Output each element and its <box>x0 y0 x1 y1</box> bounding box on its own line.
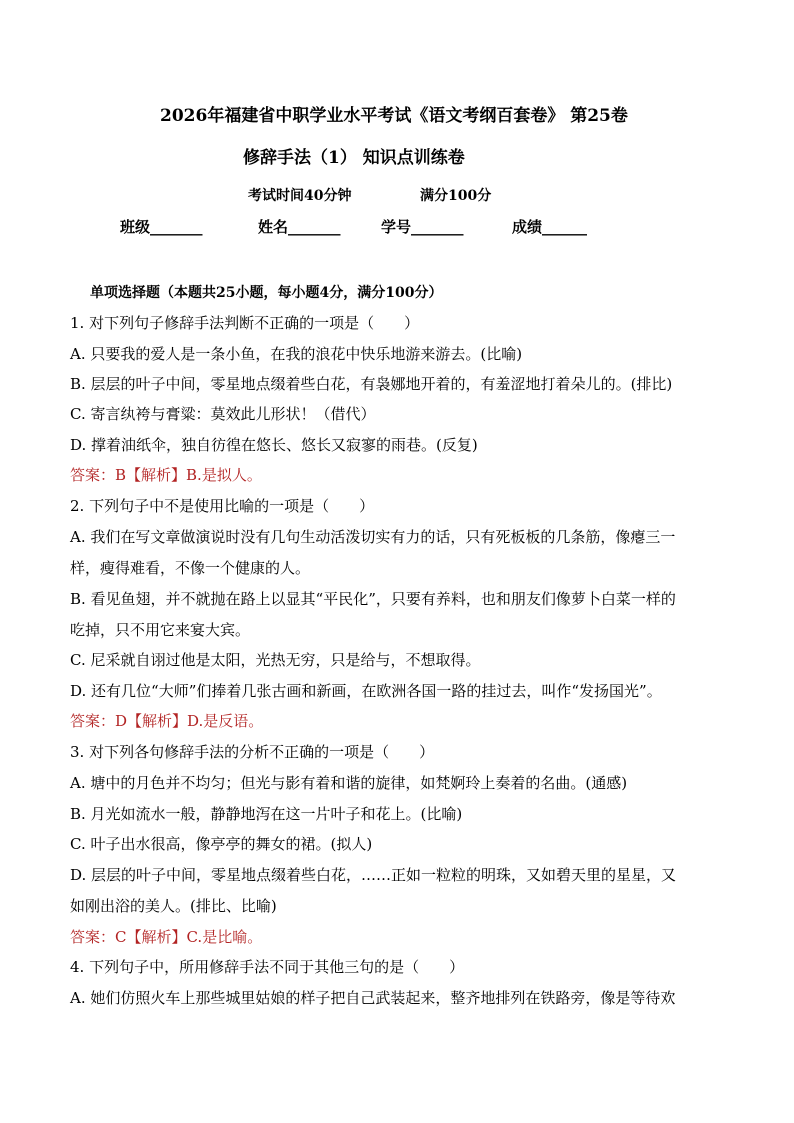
question-stem: 1. 对下列句子修辞手法判断不正确的一项是（ ） <box>70 314 420 332</box>
question-stem: 4. 下列句子中，所用修辞手法不同于其他三句的是（ ） <box>70 958 465 976</box>
option-line: B. 月光如流水一般，静静地泻在这一片叶子和花上。(比喻) <box>70 805 463 823</box>
student-id-field: 学号_______ <box>381 218 464 236</box>
option-line: D. 还有几位“大师”们捧着几张古画和新画，在欧洲各国一路的挂过去，叫作“发扬国光”。 <box>70 682 662 700</box>
answer-line: 答案：C【解析】C.是比喻。 <box>70 928 263 946</box>
page-title: 2026年福建省中职学业水平考试《语文考纲百套卷》 第25卷 <box>160 106 628 126</box>
option-line: B. 看见鱼翅，并不就抛在路上以显其“平民化”，只要有养料，也和朋友们像萝卜白菜一样的 <box>70 590 676 608</box>
name-field: 姓名_______ <box>258 218 341 236</box>
answer-line: 答案：D【解析】D.是反语。 <box>70 712 264 730</box>
option-line: A. 她们仿照火车上那些城里姑娘的样子把自己武装起来，整齐地排列在铁路旁，像是等待欢 <box>70 989 676 1007</box>
section-title: 单项选择题（本题共25小题，每小题4分，满分100分） <box>90 285 443 301</box>
option-line: C. 尼采就自诩过他是太阳，光热无穷，只是给与，不想取得。 <box>70 651 481 669</box>
option-line: C. 寄言纨袴与膏粱：莫效此儿形状！（借代） <box>70 405 376 423</box>
grade-field: 成绩______ <box>512 218 588 236</box>
option-line: C. 叶子出水很高，像亭亭的舞女的裙。(拟人) <box>70 835 373 853</box>
option-line: 吃掉，只不用它来宴大宾。 <box>70 621 251 639</box>
option-line: 如刚出浴的美人。(排比、比喻) <box>70 897 277 915</box>
option-line: 样，瘦得难看，不像一个健康的人。 <box>70 559 311 577</box>
option-line: D. 撑着油纸伞，独自彷徨在悠长、悠长又寂寥的雨巷。(反复) <box>70 436 478 454</box>
page-subtitle: 修辞手法（1） 知识点训练卷 <box>243 148 465 168</box>
answer-line: 答案：B【解析】B.是拟人。 <box>70 466 262 484</box>
option-line: A. 只要我的爱人是一条小鱼，在我的浪花中快乐地游来游去。(比喻) <box>70 345 523 363</box>
option-line: D. 层层的叶子中间，零星地点缀着些白花，……正如一粒粒的明珠，又如碧天里的星星，又 <box>70 866 677 884</box>
question-stem: 2. 下列句子中不是使用比喻的一项是（ ） <box>70 497 375 515</box>
option-line: B. 层层的叶子中间，零星地点缀着些白花，有袅娜地开着的，有羞涩地打着朵儿的。(排比) <box>70 375 673 393</box>
full-score: 满分100分 <box>420 188 492 204</box>
question-stem: 3. 对下列各句修辞手法的分析不正确的一项是（ ） <box>70 743 435 761</box>
option-line: A. 我们在写文章做演说时没有几句生动活泼切实有力的话，只有死板板的几条筋，像瘪三一 <box>70 528 676 546</box>
class-field: 班级_______ <box>120 218 203 236</box>
exam-time: 考试时间40分钟 <box>248 188 352 204</box>
option-line: A. 塘中的月色并不均匀；但光与影有着和谐的旋律，如梵婀玲上奏着的名曲。(通感) <box>70 774 628 792</box>
